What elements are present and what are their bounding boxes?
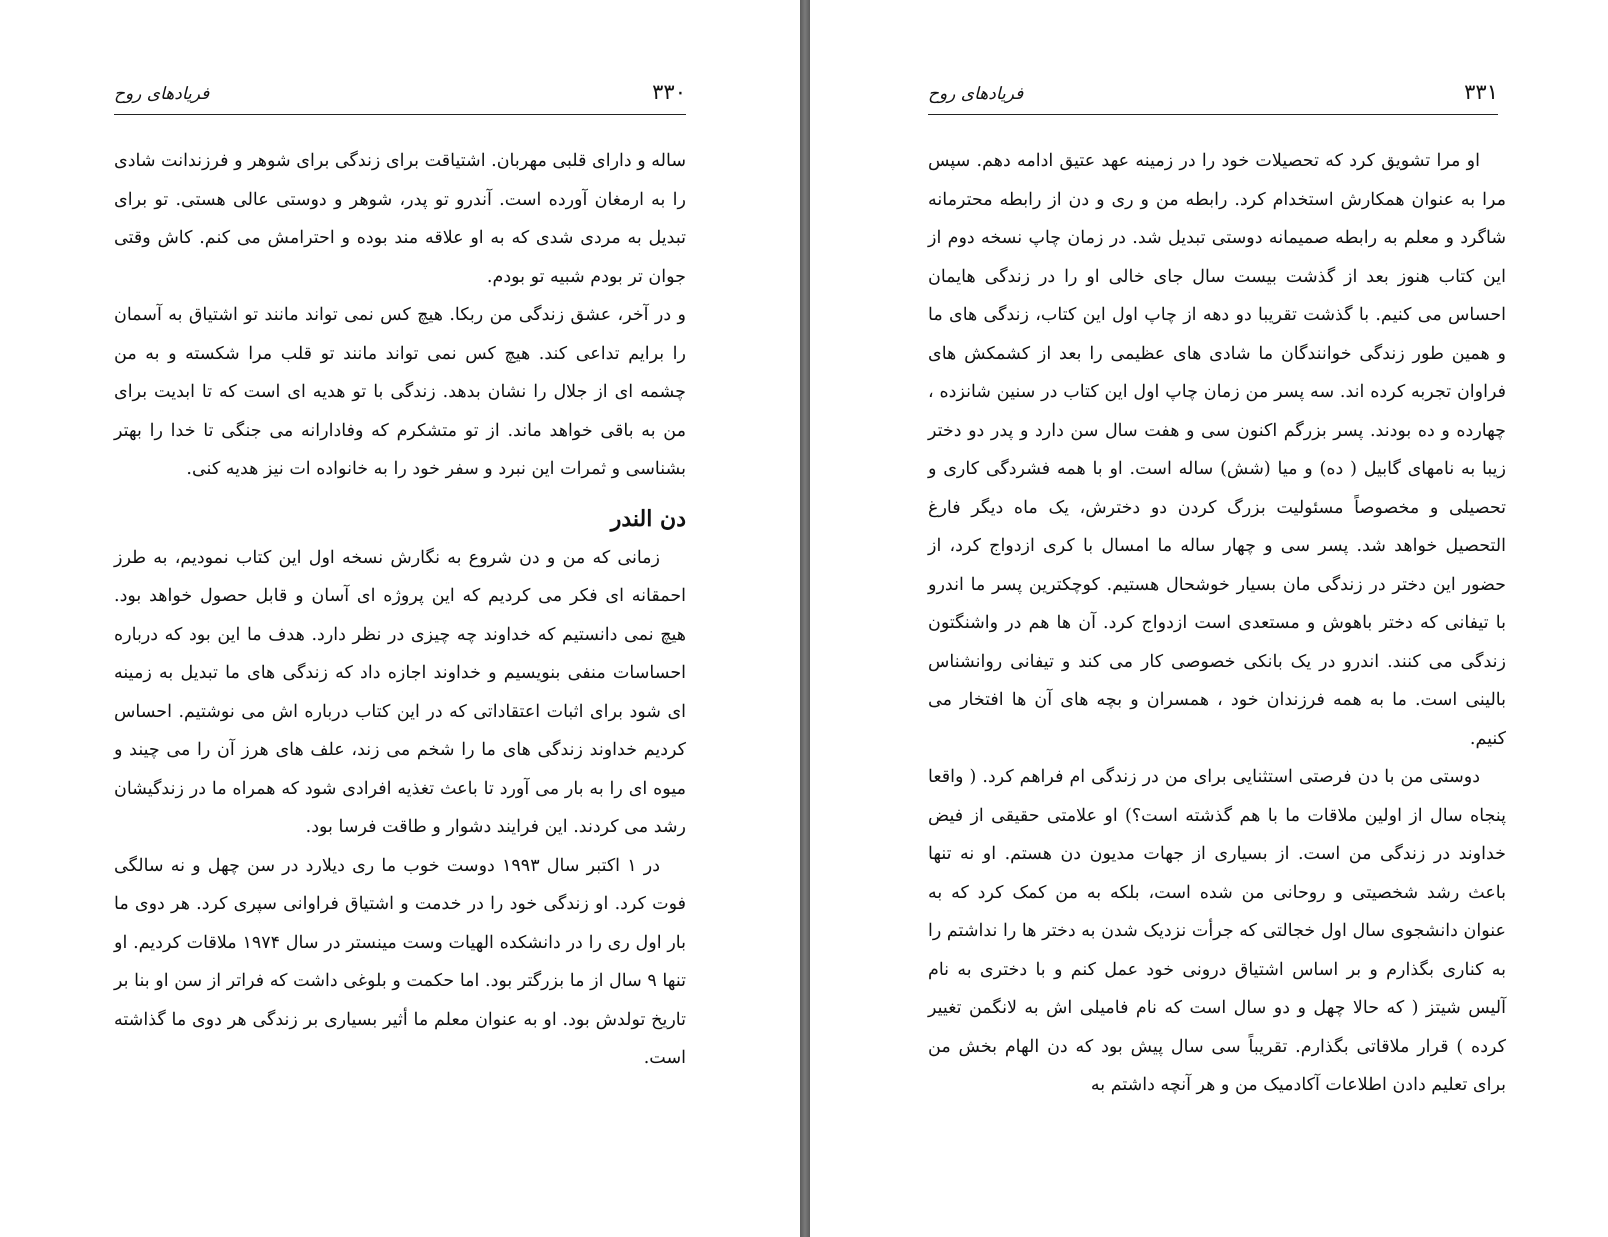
left-page-header xyxy=(114,74,686,115)
right-page-body xyxy=(928,142,1506,1105)
page-number: ۳۳۱ xyxy=(1464,80,1498,104)
section-heading: دن الندر xyxy=(610,505,686,532)
left-page-body xyxy=(114,142,686,1078)
right-page-header xyxy=(928,74,1498,115)
paragraph: زمانی که من و دن شروع به نگارش نسخه اول این کتاب نمودیم، به طرز احمقانه ای فکر می کردیم که این پروژه ای آسان و قابل حصول خواهد بود. هیچ نمی دانستیم که خداوند چه چیزی در نظر دارد. هدف ما این بود که درباره احساسات منفی بنویسیم و خداوند اجازه داد که زندگی های ما تبدیل به زمینه ای شود برای اثبات اعتقاداتی که در این کتاب درباره اش می نوشتیم. احساس کردیم خداوند زندگی های ما را شخم می زند، علف های هرز آن را می چیند و میوه ای را به بار می آورد تا باعث تغذیه افرادی شود که همراه ما در زندگیشان رشد می کردند. این فرایند دشوار و طاقت فرسا بود. xyxy=(114,547,686,837)
paragraph: در ۱ اکتبر سال ۱۹۹۳ دوست خوب ما ری دیلارد در سن چهل و نه سالگی فوت کرد. او زندگی خود را در خدمت و اشتیاق فراوانی سپری کرد. هر دوی ما بار اول ری را در دانشکده الهیات وست مینستر در سال ۱۹۷۴ ملاقات کردیم. او تنها ۹ سال از ما بزرگتر بود. اما حکمت و بلوغی داشت که فراتر از سن او بنا بر تاریخ تولدش بود. او به عنوان معلم ما أثیر بسیاری بر زندگی هر دوی ما گذاشته است. xyxy=(114,855,686,1068)
paragraph: و در آخر، عشق زندگی من ربکا. هیچ کس نمی تواند مانند تو اشتیاق به آسمان را برایم تداعی کند. هیچ کس نمی تواند مانند تو قلب مرا شکسته و به من چشمه ای از جلال را نشان بدهد. زندگی با تو هدیه ای است که تا ابدیت برای من به باقی خواهد ماند. از تو متشکرم که وفادارانه می جنگی تا خدا را بهتر بشناسی و ثمرات این نبرد و سفر خود را به خانواده ات نیز هدیه کنی. xyxy=(114,305,686,479)
left-page xyxy=(0,0,800,1237)
paragraph: ساله و دارای قلبی مهربان. اشتیاقت برای زندگی برای شوهر و فرزندانت شادی را به ارمغان آورده است. آندرو تو پدر، شوهر و دوستی عالی هستی. تو برای تبدیل به مردی شدی که به او علاقه مند بوده و احترامش می کنم. کاش وقتی جوان تر بودم شبیه تو بودم. xyxy=(114,151,686,287)
book-spine-divider xyxy=(800,0,810,1237)
right-page xyxy=(810,0,1608,1237)
paragraph: دوستی من با دن فرصتی استثنایی برای من در زندگی ام فراهم کرد. ( واقعا پنجاه سال از اولین ملاقات ما با هم گذشته است؟) او علامتی حقیقی از فیض خداوند در زندگی من است. از بسیاری از جهات مدیون دن هستم. او نه تنها باعث رشد شخصیتی و روحانی من شده است، بلکه به من کمک کرد که به عنوان دانشجوی سال اول خجالتی که جرأت نزدیک شدن به دختر ها را نداشتم را به کناری بگذارم و بر اساس اشتیاق درونی خود عمل کنم و با دختری به نام آلیس شیتز ( که حالا چهل و دو سال است که نام فامیلی اش به لانگمن تغییر کرده ) قرار ملاقاتی بگذارم. تقریباً سی سال پیش بود که دن الهام بخش من برای تعلیم دادن اطلاعات آکادمیک من و هر آنچه داشتم به xyxy=(928,767,1506,1095)
running-title: فریادهای روح xyxy=(114,84,210,104)
paragraph: او مرا تشویق کرد که تحصیلات خود را در زمینه عهد عتیق ادامه دهم. سپس مرا به عنوان همکارش استخدام کرد. رابطه من و ری و دن از رابطه محترمانه شاگرد و معلم به رابطه صمیمانه دوستی تبدیل شد. در زمان چاپ نسخه دوم از این کتاب هنوز بعد از گذشت بیست سال جای خالی او را در زندگی هایمان احساس می کنیم. با گذشت تقریبا دو دهه از چاپ اول این کتاب، زندگی های ما و همین طور زندگی خوانندگان ما شادی های عظیمی را بعد از کشمکش های فراوان تجربه کرده اند. سه پسر من زمان چاپ اول این کتاب در سنین شانزده ، چهارده و ده بودند. پسر بزرگم اکنون سی و هفت سال سن دارد و پدر دو دختر زیبا به نامهای گابیل ( ده) و میا (شش) ساله است. او با همه فشردگی کاری و تحصیلی و مخصوصاً مسئولیت بزرگ کردن دو دخترش، یک ماه دیگر فارغ التحصیل خواهد شد. پسر سی و چهار ساله ما امسال با کری ازدواج کرد، از حضور این دختر در زندگی مان بسیار خوشحال هستیم. کوچکترین پسر ما اندرو با تیفانی که دختر باهوش و مستعدی است ازدواج کرد. آن ها هم در واشنگتون زندگی می کنند. اندرو در یک بانکی خصوصی کار می کند و تیفانی روانشناس بالینی است. ما به همه فرزندان خود ، همسران و بچه های آن ها افتخار می کنیم. xyxy=(928,151,1506,749)
running-title: فریادهای روح xyxy=(928,84,1024,104)
page-number: ۳۳۰ xyxy=(652,80,686,104)
